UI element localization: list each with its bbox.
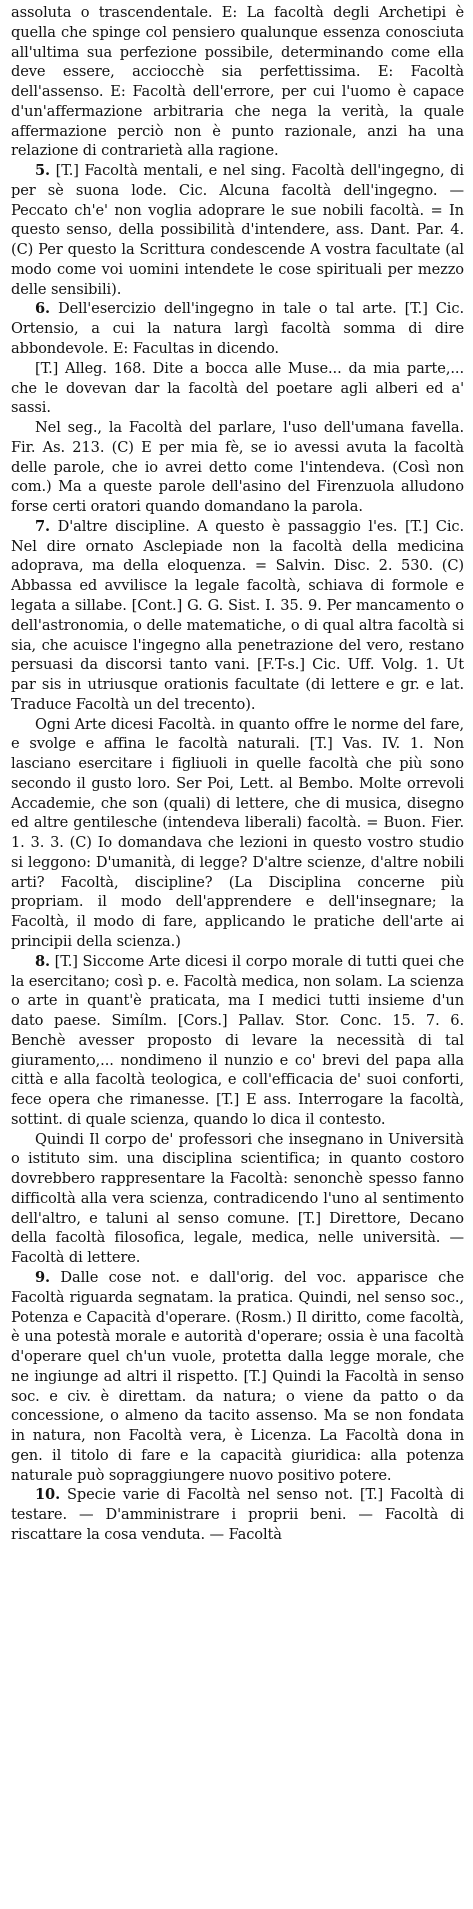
sense-number: 6.	[35, 300, 51, 318]
paragraph-text: Quindi Il corpo de' professori che insegnano in Università o istituto sim. una disciplina scientifica; in quanto costoro dovrebbero rappresentare la Facoltà: senonchè spesso fanno difficoltà alla vera scienza, contradicendo l'uno al sentimento dell'altro, e taluni al senso comune. [T.] Direttore, Decano della facoltà filosofica, legale, medica, nelle università. — Facoltà di lettere.	[11, 1130, 464, 1267]
paragraph-text: [T.] Facoltà mentali, e nel sing. Facoltà dell'ingegno, di per sè suona lode. Cic. Alcuna facoltà dell'ingegno. — Peccato ch'e' non voglia adoprare le sue nobili facoltà. = In questo senso, della possibilità d'intendere, ass. Dant. Par. 4. (C) Per questo la Scrittura condescende A vostra facultate (al modo come voi uomini intendete le cose spirituali per mezzo delle sensibili).	[11, 162, 464, 298]
entry-paragraph	[11, 715, 464, 952]
paragraph-text: Dalle cose not. e dall'orig. del voc. apparisce che Facoltà riguarda segnatam. la pratica. Quindi, nel senso soc., Potenza e Capacità d'operare. (Rosm.) Il diritto, come facoltà, è una potestà morale e autorità d'operare; ossia è una facoltà d'operare quel ch'un vuole, protetta dalla legge morale, che ne ingiunge ad altri il rispetto. [T.] Quindi la Facoltà in senso soc. e civ. è direttam. da natura; o viene da patto o da concessione, o almeno da tacito assenso. Ma se non fondata in natura, non Facoltà vera, è Licenza. La Facoltà dona in gen. il titolo di fare e la capacità giuridica: alla potenza naturale può sopraggiungere nuovo positivo potere.	[11, 1269, 464, 1484]
entry-paragraph	[11, 359, 464, 418]
entry-sense-paragraph	[11, 952, 464, 1130]
paragraph-text: Ogni Arte dicesi Facoltà. in quanto offre le norme del fare, e svolge e affina le facoltà naturali. [T.] Vas. IV. 1. Non lasciano esercitare i figliuoli in quelle facoltà che più sono secondo il gusto loro. Ser Poi, Lett. al Bembo. Molte orrevoli Accademie, che son (quali) di lettere, che di musica, disegno ed altre gentilesche (intendeva liberali) facoltà. = Buon. Fier. 1. 3. 3. (C) Io domandava che lezioni in questo vostro studio si leggono: D'umanità, di legge? D'altre scienze, d'altre nobili arti? Facoltà, discipline? (La Disciplina concerne più propriam. il modo dell'apprendere e dell'insegnare; la Facoltà, il modo di fare, applicando le pratiche dell'arte ai principii della scienza.)	[11, 715, 464, 950]
entry-sense-paragraph	[11, 517, 464, 715]
paragraph-text: assoluta o trascendentale. E: La facoltà degli Archetipi è quella che spinge col pensiero qualunque essenza conosciuta all'ultima sua perfezione possibile, determinando come ella deve essere, acciocchè sia perfettissima. E: Facoltà dell'assenso. E: Facoltà dell'errore, per cui l'uomo è capace d'un'affermazione arbitraria che nega la verità, la quale affermazione perciò non è punto razionale, anzi ha una relazione di contrarietà alla ragione.	[11, 4, 464, 160]
sense-number: 9.	[35, 1269, 51, 1286]
sense-number: 8.	[35, 952, 51, 970]
paragraph-text: Nel seg., la Facoltà del parlare, l'uso dell'umana favella. Fir. As. 213. (C) E per mia fè, se io avessi avuta la facoltà delle parole, che io avrei detto come l'intendeva. (Così non com.) Ma a queste parole dell'asino del Firenzuola alludono forse certi oratori quando domandano la parola.	[11, 419, 464, 516]
paragraph-text: [T.] Alleg. 168. Dite a bocca alle Muse... da mia parte,... che le dovevan dar la facoltà del poetare agli alberi ed a' sassi.	[11, 359, 464, 417]
entry-paragraph	[11, 3, 464, 161]
sense-number: 7.	[35, 517, 51, 535]
paragraph-text: D'altre discipline. A questo è passaggio l'es. [T.] Cic. Nel dire ornato Asclepiade non la facoltà della medicina adoprava, ma della eloquenza. = Salvin. Disc. 2. 530. (C) Abbassa ed avvilisce la legale facoltà, schiava di formole e legata a sillabe. [Cont.] G. G. Sist. I. 35. 9. Per mancamento o dell'astronomia, o delle matematiche, o di qual altra facoltà si sia, che acuisce l'ingegno alla penetrazione del vero, restano persuasi da discorsi tanto vani. [F.T-s.] Cic. Uff. Volg. 1. Ut par sis in utriusque orationis facultate (di lettere e gr. e lat. Traduce Facoltà un del trecento).	[11, 517, 464, 713]
entry-sense-paragraph	[11, 1485, 464, 1544]
entry-paragraph	[11, 418, 464, 517]
paragraph-text: Dell'esercizio dell'ingegno in tale o tal arte. [T.] Cic. Ortensio, a cui la natura largì facoltà somma di dire abbondevole. E: Facultas in dicendo.	[11, 300, 464, 358]
entry-sense-paragraph	[11, 161, 464, 299]
sense-number: 5.	[35, 162, 51, 180]
paragraph-text: [T.] Siccome Arte dicesi il corpo morale di tutti quei che la esercitano; così p. e. Facoltà medica, non solam. La scienza o arte in quant'è praticata, ma I medici tutti insieme d'un dato paese. Simílm. [Cors.] Pallav. Stor. Conc. 15. 7. 6. Benchè avesser proposto di levare la necessità di tal giuramento,... nondimeno il nunzio e co' brevi del papa alla città e alla facoltà teologica, e coll'efficacia de' suoi conforti, fece opera che rimanesse. [T.] E ass. Interrogare la facoltà, sottint. di quale scienza, quando lo dica il contesto.	[11, 952, 464, 1128]
paragraph-text: Specie varie di Facoltà nel senso not. [T.] Facoltà di testare. — D'amministrare i proprii beni. — Facoltà di riscattare la cosa venduta. — Facoltà	[11, 1486, 464, 1543]
entry-sense-paragraph	[11, 1268, 464, 1485]
sense-number: 10.	[35, 1486, 61, 1504]
entry-paragraph	[11, 1130, 464, 1268]
entry-sense-paragraph	[11, 299, 464, 358]
